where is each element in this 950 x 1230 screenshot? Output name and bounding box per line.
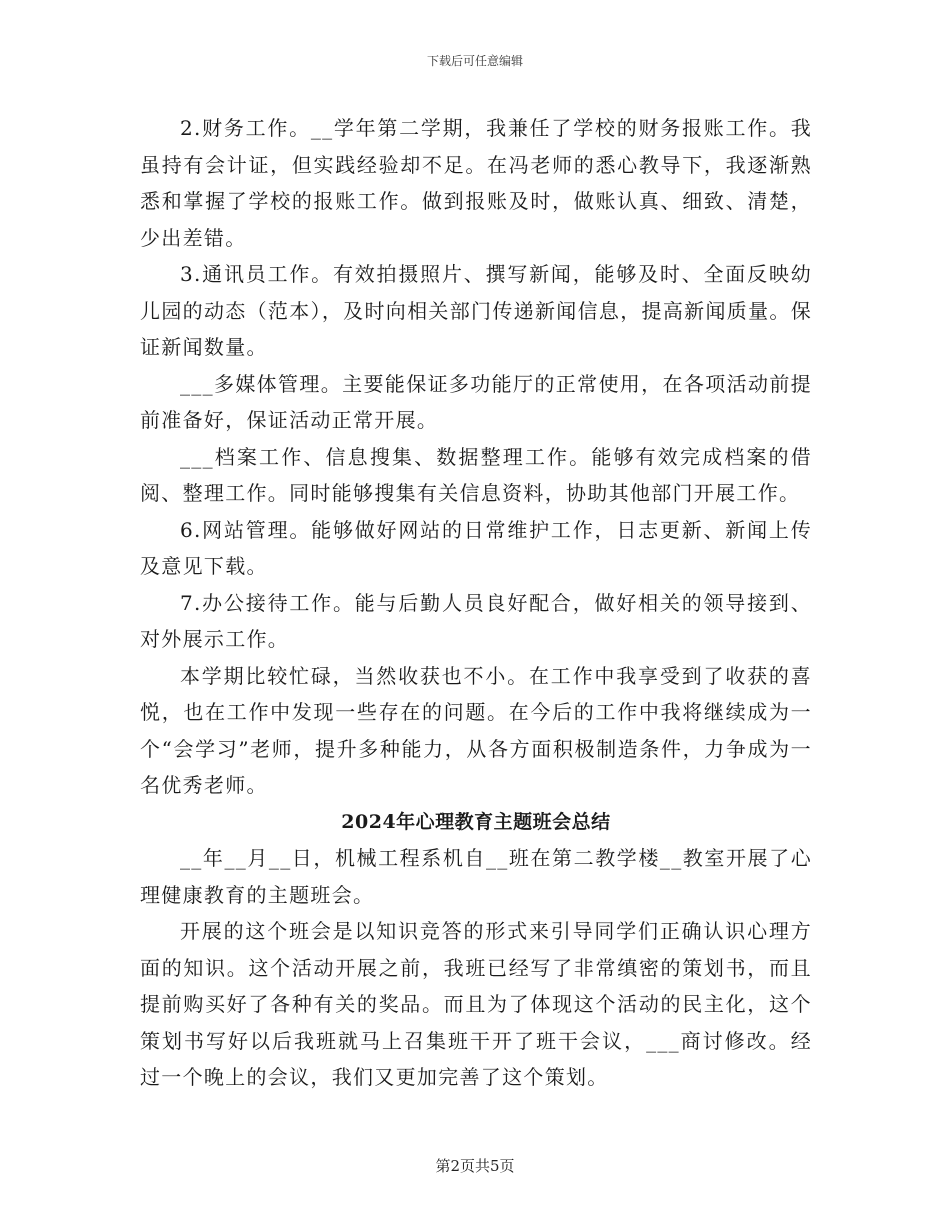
paragraph-archives: ___档案工作、信息搜集、数据整理工作。能够有效完成档案的借阅、整理工作。同时能够搜集有关信息资料，协助其他部门开展工作。	[140, 444, 812, 505]
paragraph-class-meeting-detail: 开展的这个班会是以知识竞答的形式来引导同学们正确认识心理方面的知识。这个活动开展之前，我班已经写了非常缜密的策划书，而且提前购买好了各种有关的奖品。而且为了体现这个活动的民主化，这个策划书写好以后我班就马上召集班干开了班干会议，___商讨修改。经过一个晚上的会议，我们又更加完善了这个策划。	[140, 919, 812, 1089]
page-header: 下载后可任意编辑	[426, 54, 523, 68]
paragraph-correspondent: 3.通讯员工作。有效拍摄照片、撰写新闻，能够及时、全面反映幼儿园的动态（范本），及时向相关部门传递新闻信息，提高新闻质量。保证新闻数量。	[140, 262, 812, 359]
paragraph-website: 6.网站管理。能够做好网站的日常维护工作，日志更新、新闻上传及意见下载。	[140, 517, 812, 578]
paragraph-finance: 2.财务工作。__学年第二学期，我兼任了学校的财务报账工作。我虽持有会计证，但实践经验却不足。在冯老师的悉心教导下，我逐渐熟悉和掌握了学校的报账工作。做到报账及时，做账认真、细致、清楚，少出差错。	[140, 116, 812, 250]
paragraph-summary: 本学期比较忙碌，当然收获也不小。在工作中我享受到了收获的喜悦，也在工作中发现一些存在的问题。在今后的工作中我将继续成为一个“会学习”老师，提升多种能力，从各方面积极制造条件，力争成为一名优秀老师。	[140, 663, 812, 797]
section-title: 2024年心理教育主题班会总结	[341, 810, 611, 833]
paragraph-reception: 7.办公接待工作。能与后勤人员良好配合，做好相关的领导接到、对外展示工作。	[140, 590, 812, 651]
document-body	[140, 110, 812, 1096]
page-footer: 第2页共5页	[435, 1157, 515, 1175]
paragraph-multimedia: ___多媒体管理。主要能保证多功能厅的正常使用，在各项活动前提前准备好，保证活动正常开展。	[140, 371, 812, 432]
paragraph-class-meeting-intro: __年__月__日，机械工程系机自__班在第二教学楼__教室开展了心理健康教育的主题班会。	[140, 846, 812, 907]
